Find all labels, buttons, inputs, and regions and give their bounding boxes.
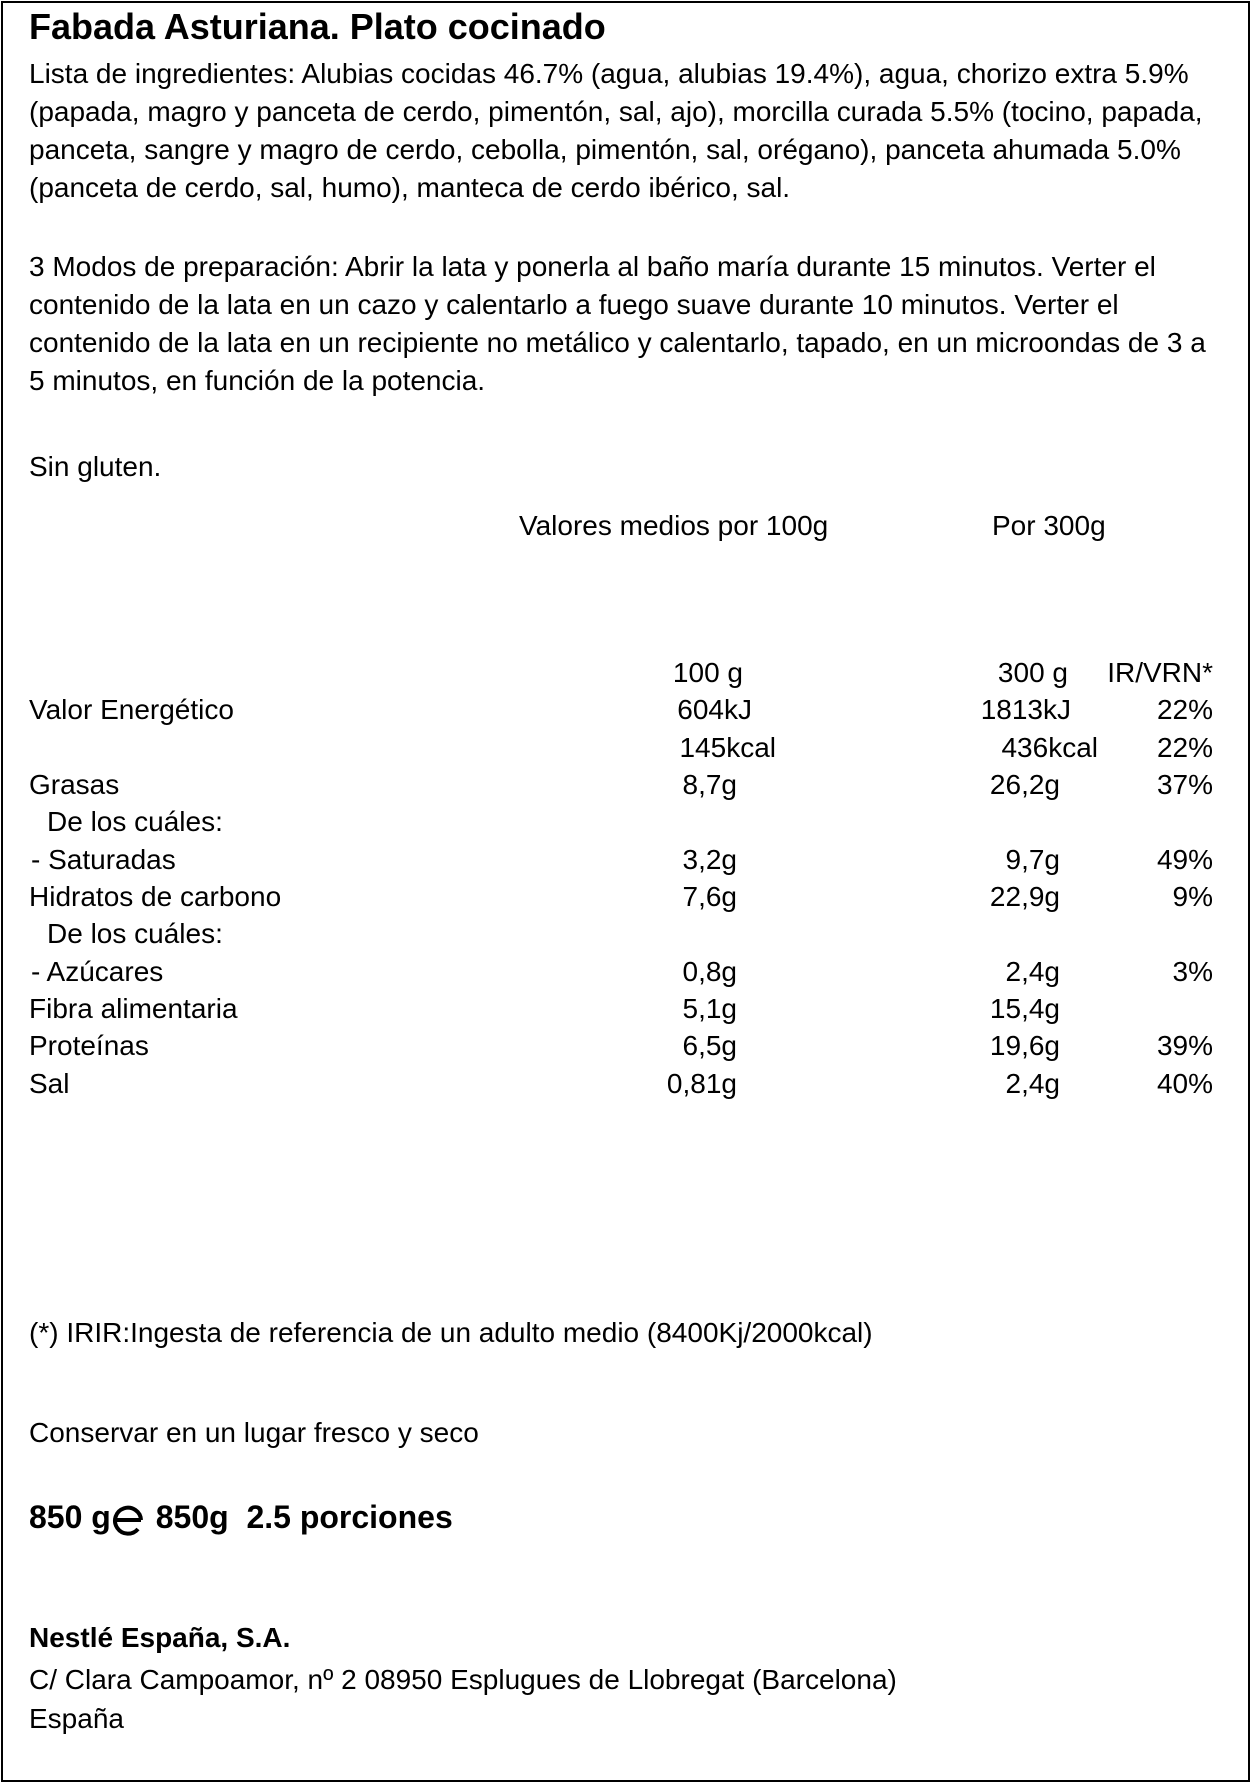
nutrient-value-100: 8,7g bbox=[682, 769, 737, 800]
nutrient-value-100: 6,5g bbox=[682, 1030, 737, 1061]
nutrient-value-100: 3,2g bbox=[682, 844, 737, 875]
net-weight: 850 g bbox=[29, 1499, 111, 1535]
nutrient-value-300: 2,4g bbox=[1005, 956, 1060, 987]
product-title: Fabada Asturiana. Plato cocinado bbox=[29, 6, 606, 47]
nutrient-value-300: 19,6g bbox=[989, 1030, 1060, 1061]
nutrient-value-300: 26,2g bbox=[989, 769, 1060, 800]
nutrient-value-300: 22,9g bbox=[989, 881, 1060, 912]
nutrition-column-headers bbox=[3, 654, 1248, 691]
nutrient-row-subheading bbox=[3, 915, 1248, 952]
ingredients-text: Lista de ingredientes: Alubias cocidas 46.7% (agua, alubias 19.4%), agua, chorizo extra 5.9% (papada, magro y panceta de cerdo, pimentón, sal, ajo), morcilla curada 5.5% (tocino, papada, panceta, sangre y magro de cerdo, cebolla, pimentón, sal, orégano), panceta ahumada 5.0% (panceta de cerdo, sal, humo), manteca de cerdo ibérico, sal. bbox=[29, 58, 1203, 203]
nutrient-label: - Saturadas bbox=[31, 844, 176, 875]
column-300g: 300 g bbox=[997, 657, 1068, 688]
nutrient-rvn: 39% bbox=[1156, 1030, 1213, 1061]
nutrient-label: Grasas bbox=[29, 769, 120, 800]
nutrient-row-proteinas bbox=[3, 1027, 1248, 1064]
nutrient-value-300: 15,4g bbox=[989, 993, 1060, 1024]
nutrient-value-300: 2,4g bbox=[1005, 1068, 1060, 1099]
nutrient-label: De los cuáles: bbox=[47, 806, 223, 837]
column-ir-vrn: IR/VRN* bbox=[1107, 657, 1213, 688]
nutrient-value-100: 0,81g bbox=[666, 1068, 737, 1099]
company-name: Nestlé España, S.A. bbox=[29, 1622, 291, 1653]
energy-kcal-row bbox=[3, 729, 1248, 766]
nutrient-value-100: 5,1g bbox=[682, 993, 737, 1024]
nutrient-row-sal bbox=[3, 1065, 1248, 1102]
preparation-text: 3 Modos de preparación: Abrir la lata y ponerla al baño maría durante 15 minutos. Verter el contenido de la lata en un cazo y calentarlo a fuego suave durante 10 minutos. Verter el contenido de la lata en un recipiente no metálico y calentarlo, tapado, en un microondas de 3 a 5 minutos, en función de la potencia. bbox=[29, 251, 1206, 396]
nutrient-row-subheading bbox=[3, 803, 1248, 840]
storage-instructions: Conservar en un lugar fresco y seco bbox=[29, 1417, 479, 1448]
nutrient-rvn: 37% bbox=[1156, 769, 1213, 800]
nutrient-label: Hidratos de carbono bbox=[29, 881, 282, 912]
net-weight-line bbox=[29, 1497, 453, 1537]
energy-label: Valor Energético bbox=[29, 694, 234, 725]
header-per-100: Valores medios por 100g bbox=[519, 510, 829, 541]
nutrient-rvn: 3% bbox=[1172, 956, 1213, 987]
company-country: España bbox=[29, 1703, 124, 1734]
nutrient-value-100: 7,6g bbox=[682, 881, 737, 912]
nutrient-label: Proteínas bbox=[29, 1030, 149, 1061]
nutrient-rvn: 40% bbox=[1156, 1068, 1213, 1099]
nutrient-row-hidratos bbox=[3, 878, 1248, 915]
drained-weight: 850g bbox=[155, 1499, 229, 1535]
energy-kj-300: 1813kJ bbox=[980, 694, 1071, 725]
energy-kj-row bbox=[3, 691, 1248, 728]
energy-kcal-rvn: 22% bbox=[1156, 732, 1213, 763]
nutrient-label: - Azúcares bbox=[31, 956, 164, 987]
estimated-e-mark-icon bbox=[111, 1503, 147, 1537]
nutrient-row-saturadas bbox=[3, 841, 1248, 878]
nutrient-rvn: 49% bbox=[1156, 844, 1213, 875]
reference-intake-footnote: (*) IRIR:Ingesta de referencia de un adulto medio (8400Kj/2000kcal) bbox=[29, 1317, 873, 1348]
energy-kj-rvn: 22% bbox=[1156, 694, 1213, 725]
energy-kcal-100: 145kcal bbox=[679, 732, 776, 763]
column-100g: 100 g bbox=[672, 657, 743, 688]
nutrient-rvn: 9% bbox=[1172, 881, 1213, 912]
company-address: C/ Clara Campoamor, nº 2 08950 Esplugues de Llobregat (Barcelona) bbox=[29, 1664, 897, 1695]
nutrient-row-fibra bbox=[3, 990, 1248, 1027]
nutrient-value-300: 9,7g bbox=[1005, 844, 1060, 875]
energy-kj-100: 604kJ bbox=[677, 694, 752, 725]
nutrient-row-azucares bbox=[3, 953, 1248, 990]
nutrition-label bbox=[1, 1, 1250, 1782]
gluten-free-note: Sin gluten. bbox=[29, 451, 162, 482]
energy-kcal-300: 436kcal bbox=[1001, 732, 1098, 763]
header-per-300: Por 300g bbox=[992, 510, 1106, 541]
nutrient-value-100: 0,8g bbox=[682, 956, 737, 987]
portions: 2.5 porciones bbox=[246, 1499, 453, 1535]
nutrient-label: Sal bbox=[29, 1068, 70, 1099]
nutrient-label: De los cuáles: bbox=[47, 918, 223, 949]
nutrient-row-grasas bbox=[3, 766, 1248, 803]
nutrient-label: Fibra alimentaria bbox=[29, 993, 238, 1024]
